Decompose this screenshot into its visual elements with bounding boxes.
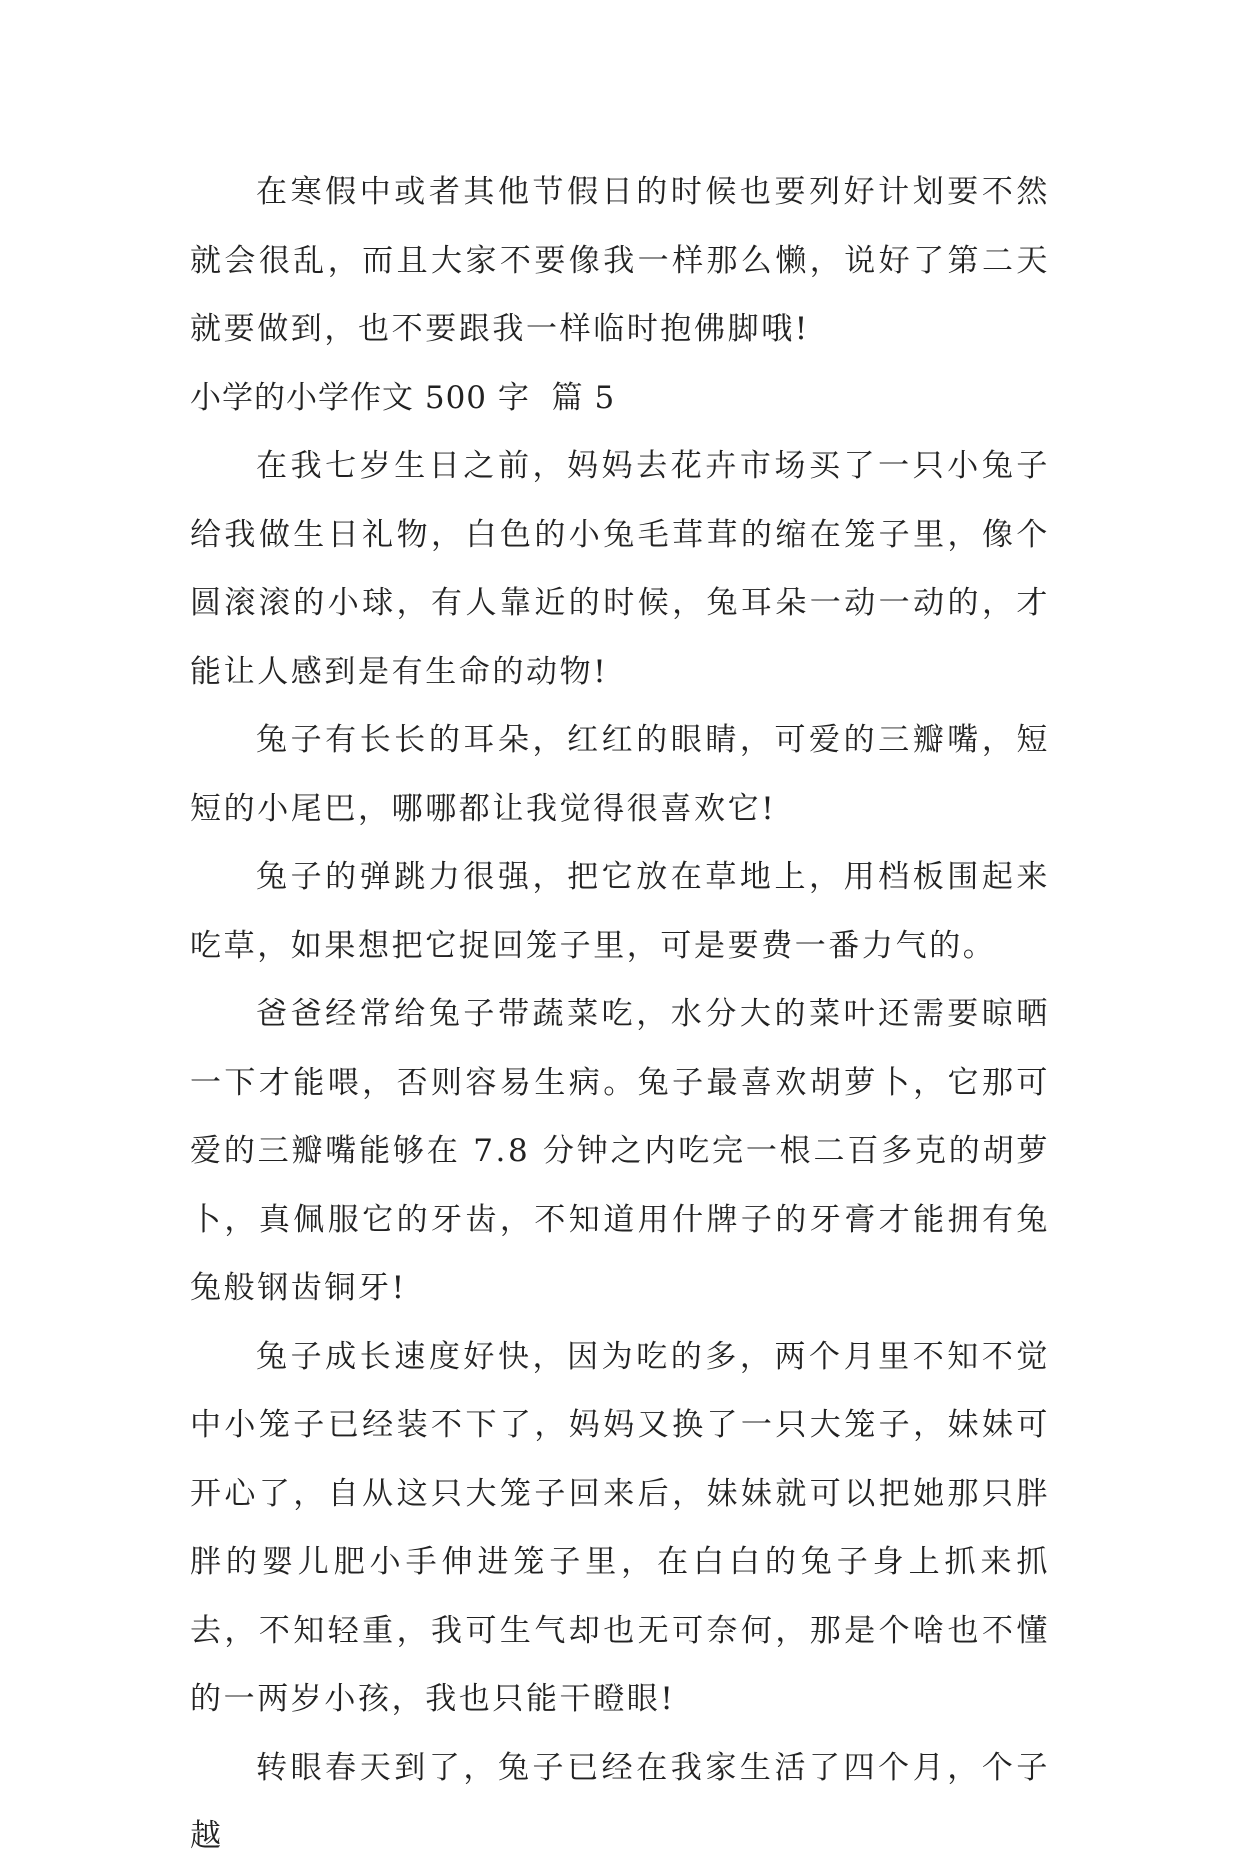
paragraph: 在我七岁生日之前，妈妈去花卉市场买了一只小兔子给我做生日礼物，白色的小兔毛茸茸的缩在笼子里，像个圆滚滚的小球，有人靠近的时候，兔耳朵一动一动的，才能让人感到是有生命的动物! bbox=[190, 448, 1050, 690]
paragraph: 爸爸经常给兔子带蔬菜吃，水分大的菜叶还需要晾晒一下才能喂，否则容易生病。兔子最喜欢胡萝卜，它那可爱的三瓣嘴能够在 7.8 分钟之内吃完一根二百多克的胡萝卜，真佩服它的牙齿，不知道用什牌子的牙膏才能拥有兔兔般钢齿铜牙! bbox=[190, 996, 1050, 1306]
document-page bbox=[190, 158, 1050, 1871]
paragraph-intro: 在寒假中或者其他节假日的时候也要列好计划要不然就会很乱，而且大家不要像我一样那么懒，说好了第二天就要做到，也不要跟我一样临时抱佛脚哦! bbox=[190, 174, 1050, 347]
paragraph: 兔子的弹跳力很强，把它放在草地上，用档板围起来吃草，如果想把它捉回笼子里，可是要费一番力气的。 bbox=[190, 859, 1050, 964]
paragraph: 兔子有长长的耳朵，红红的眼睛，可爱的三瓣嘴，短短的小尾巴，哪哪都让我觉得很喜欢它! bbox=[190, 722, 1050, 827]
paragraph: 转眼春天到了，兔子已经在我家生活了四个月，个子越 bbox=[190, 1749, 1050, 1854]
paragraph: 兔子成长速度好快，因为吃的多，两个月里不知不觉中小笼子已经装不下了，妈妈又换了一只大笼子，妹妹可开心了，自从这只大笼子回来后，妹妹就可以把她那只胖胖的婴儿肥小手伸进笼子里，在白白的兔子身上抓来抓去，不知轻重，我可生气却也无可奈何，那是个啥也不懂的一两岁小孩，我也只能干瞪眼! bbox=[190, 1338, 1050, 1717]
section-heading: 小学的小学作文 500 字 篇 5 bbox=[190, 379, 616, 416]
